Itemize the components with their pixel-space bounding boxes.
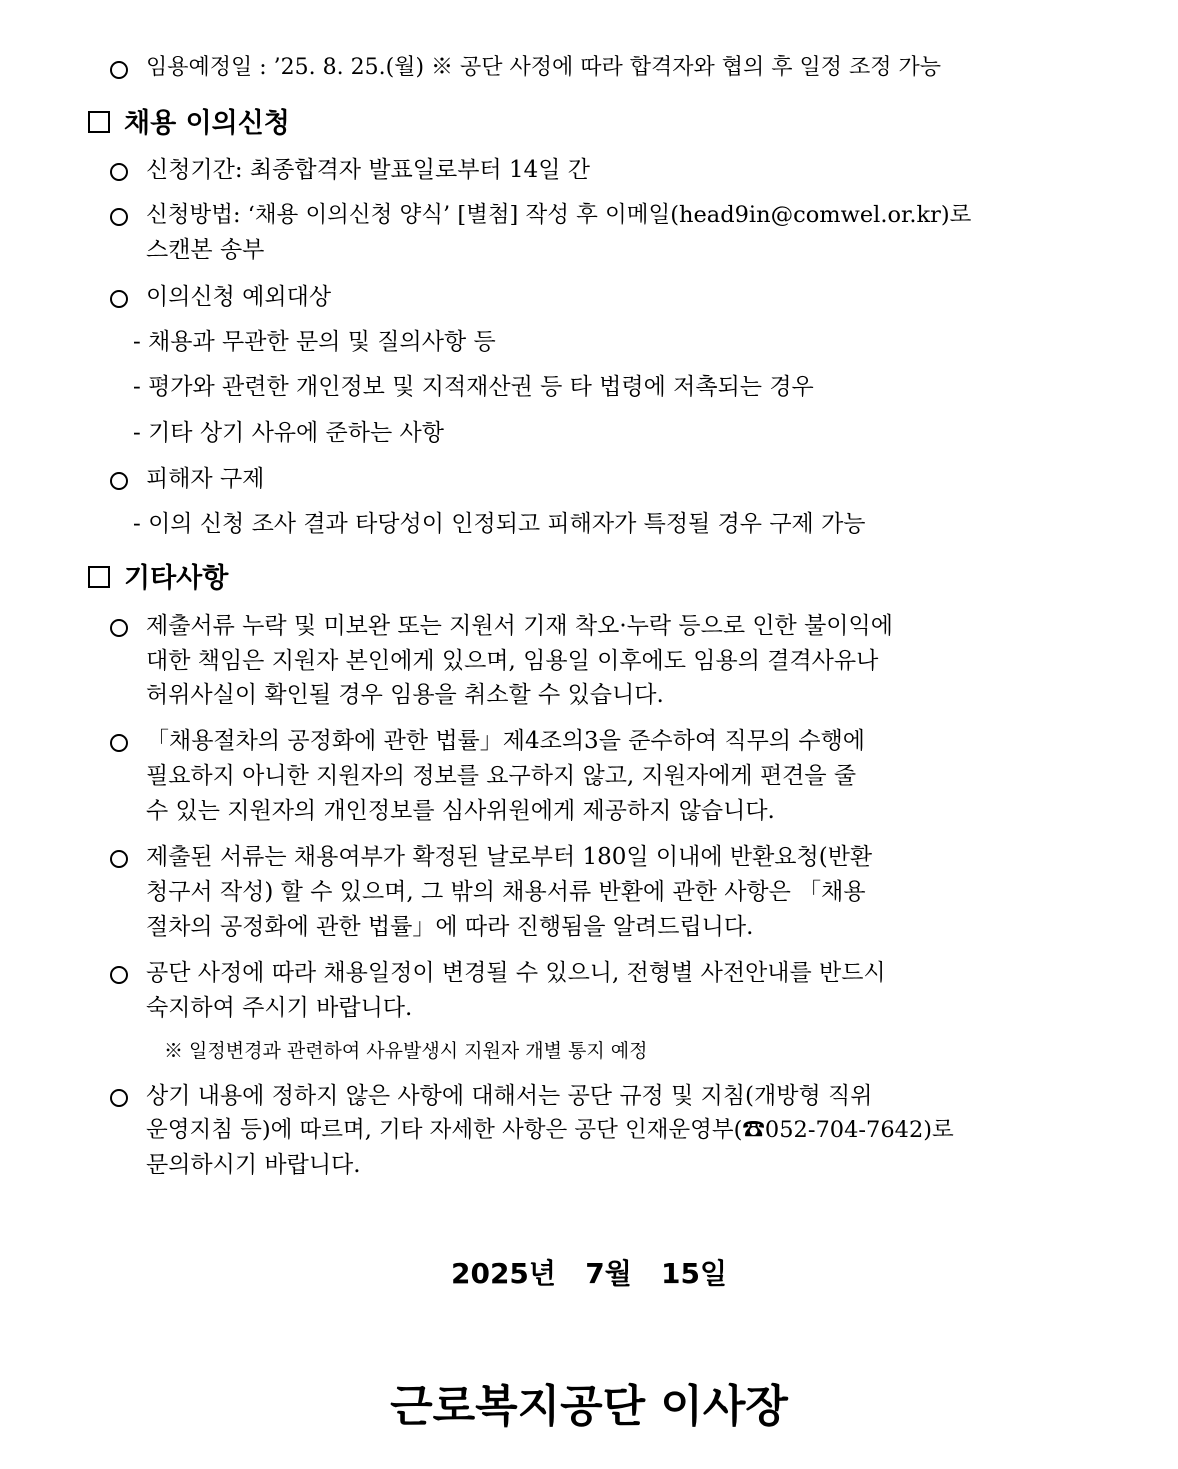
circle-bullet-icon — [110, 290, 128, 308]
relief-title: 피해자 구제 — [146, 466, 265, 492]
etc-item5-line: 운영지침 등)에 따르며, 기타 자세한 사항은 공단 인재운영부(☎052-704-7642)로 — [146, 1117, 954, 1143]
exclusion-item: - 평가와 관련한 개인정보 및 지적재산권 등 타 법령에 저촉되는 경우 — [133, 374, 814, 400]
objection-method-line1: 신청방법: ‘채용 이의신청 양식’ [별첨] 작성 후 이메일(head9in@comwel.or.kr)로 — [146, 202, 972, 228]
objection-period: 신청기간: 최종합격자 발표일로부터 14일 간 — [146, 157, 590, 183]
document-date: 2025년 7월 15일 — [450, 1257, 727, 1290]
circle-bullet-icon — [110, 163, 128, 181]
exclusion-item: - 채용과 무관한 문의 및 질의사항 등 — [133, 329, 496, 355]
etc-item1-line: 대한 책임은 지원자 본인에게 있으며, 임용일 이후에도 임용의 결격사유나 — [146, 648, 879, 674]
square-box-icon — [88, 566, 110, 588]
etc-item2-line: 수 있는 지원자의 개인정보를 심사위원에게 제공하지 않습니다. — [146, 798, 775, 824]
section-heading-objection — [88, 108, 290, 140]
circle-bullet-icon — [110, 966, 128, 984]
etc-item3-line: 절차의 공정화에 관한 법률」에 따라 진행됨을 알려드립니다. — [146, 914, 754, 940]
etc-item3-line: 제출된 서류는 채용여부가 확정된 날로부터 180일 이내에 반환요청(반환 — [146, 844, 873, 870]
appointment-date: 임용예정일 : ’25. 8. 25.(월) ※ 공단 사정에 따라 합격자와 협의 후 일정 조정 가능 — [146, 55, 941, 80]
issuer-signature: 근로복지공단 이사장 — [390, 1381, 788, 1432]
etc-item4-note: ※ 일정변경과 관련하여 사유발생시 지원자 개별 통지 예정 — [164, 1040, 648, 1062]
objection-exclusions-title: 이의신청 예외대상 — [146, 284, 332, 310]
objection-method-line2: 스캔본 송부 — [146, 237, 265, 263]
square-box-icon — [88, 111, 110, 133]
etc-item2-line: 필요하지 아니한 지원자의 정보를 요구하지 않고, 지원자에게 편견을 줄 — [146, 763, 857, 789]
etc-heading-text: 기타사항 — [124, 563, 229, 594]
circle-bullet-icon — [110, 208, 128, 226]
exclusion-item: - 기타 상기 사유에 준하는 사항 — [133, 420, 444, 446]
objection-heading-text: 채용 이의신청 — [124, 108, 290, 139]
etc-item4-line: 공단 사정에 따라 채용일정이 변경될 수 있으니, 전형별 사전안내를 반드시 — [146, 960, 886, 986]
circle-bullet-icon — [110, 850, 128, 868]
circle-bullet-icon — [110, 472, 128, 490]
etc-item5-line: 문의하시기 바랍니다. — [146, 1152, 361, 1178]
etc-item1-line: 허위사실이 확인될 경우 임용을 취소할 수 있습니다. — [146, 682, 664, 708]
etc-item4-line: 숙지하여 주시기 바랍니다. — [146, 995, 413, 1021]
etc-item1-line: 제출서류 누락 및 미보완 또는 지원서 기재 착오·누락 등으로 인한 불이익에 — [146, 613, 893, 639]
circle-bullet-icon — [110, 734, 128, 752]
circle-bullet-icon — [110, 1089, 128, 1107]
etc-item2-line: 「채용절차의 공정화에 관한 법률」제4조의3을 준수하여 직무의 수행에 — [146, 728, 866, 754]
circle-bullet-icon — [110, 619, 128, 637]
circle-bullet-icon — [110, 61, 128, 79]
etc-item5-line: 상기 내용에 정하지 않은 사항에 대해서는 공단 규정 및 지침(개방형 직위 — [146, 1083, 873, 1109]
etc-item3-line: 청구서 작성) 할 수 있으며, 그 밖의 채용서류 반환에 관한 사항은 「채용 — [146, 879, 866, 905]
relief-item: - 이의 신청 조사 결과 타당성이 인정되고 피해자가 특정될 경우 구제 가능 — [133, 511, 866, 537]
section-heading-etc — [88, 563, 228, 595]
